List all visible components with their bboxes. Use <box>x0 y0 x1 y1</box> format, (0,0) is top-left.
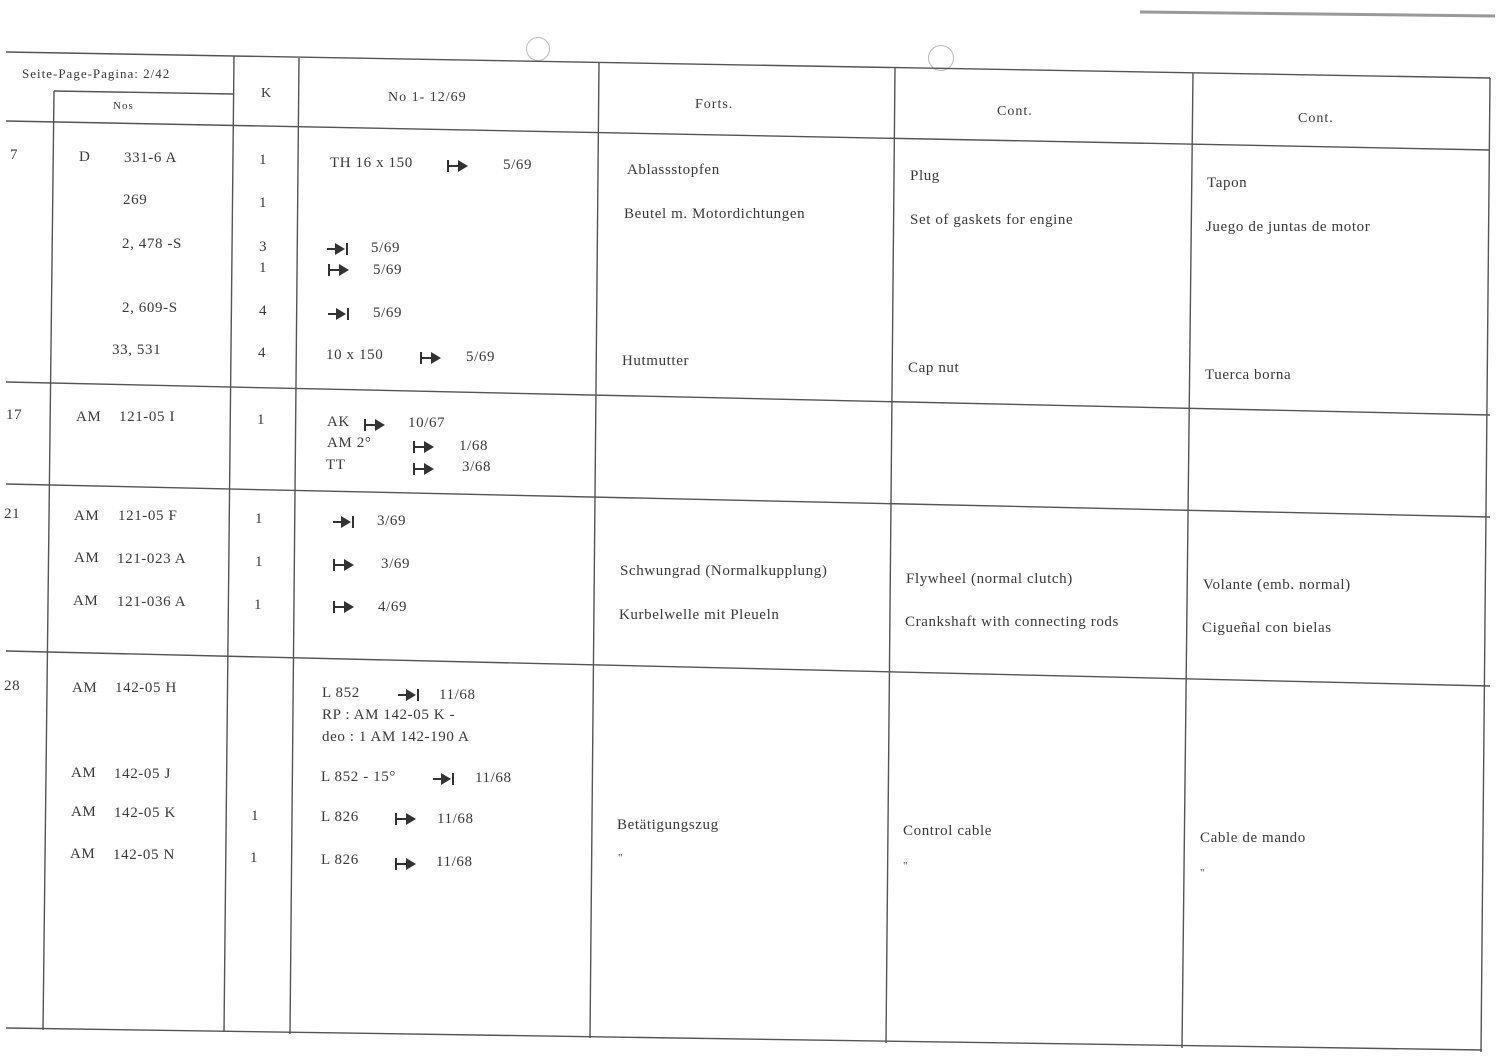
nos-column-header: Nos <box>113 100 134 112</box>
description-german: Schwungrad (Normalkupplung) <box>620 563 828 579</box>
date: 5/69 <box>371 240 401 256</box>
remark: TT <box>326 457 346 473</box>
arrow-to-icon <box>397 688 421 702</box>
part-prefix: AM <box>71 804 97 820</box>
date: 3/68 <box>462 459 492 475</box>
arrow-from-icon <box>412 440 436 454</box>
description-german: Beutel m. Motordichtungen <box>624 206 806 222</box>
remark: L 852 <box>322 685 360 701</box>
arrow-from-icon <box>446 159 470 173</box>
part-number: 2, 478 -S <box>122 236 182 252</box>
part-number: 121-036 A <box>117 594 187 610</box>
remark: 10 x 150 <box>326 347 384 363</box>
date: 5/69 <box>466 349 496 365</box>
ditto-mark-german: " <box>618 852 624 864</box>
description-english: Control cable <box>903 823 993 839</box>
quantity: 1 <box>251 808 260 824</box>
date: 5/69 <box>373 262 403 278</box>
remark: L 826 <box>321 809 359 825</box>
quantity: 1 <box>255 554 264 570</box>
arrow-from-icon <box>394 857 418 871</box>
description-english: Crankshaft with connecting rods <box>905 614 1119 630</box>
description-german: Hutmutter <box>622 353 690 369</box>
part-prefix: D <box>79 149 91 165</box>
part-prefix: AM <box>74 508 100 524</box>
description-spanish: Volante (emb. normal) <box>1203 577 1351 593</box>
description-spanish: Tuerca borna <box>1205 367 1292 383</box>
part-number: 269 <box>123 192 148 208</box>
remark: AM 2° <box>327 435 372 451</box>
part-number: 142-05 K <box>114 805 176 821</box>
arrow-from-icon <box>327 263 351 277</box>
remark: deo : 1 AM 142-190 A <box>322 729 470 745</box>
date: 4/69 <box>378 599 408 615</box>
description-spanish: Cable de mando <box>1200 830 1306 846</box>
quantity: 1 <box>259 195 268 211</box>
description-german: Betätigungszug <box>617 817 719 833</box>
part-prefix: AM <box>70 846 96 862</box>
quantity: 1 <box>259 260 268 276</box>
part-prefix: AM <box>72 680 98 696</box>
part-number: 142-05 J <box>114 766 171 782</box>
arrow-to-icon <box>327 307 351 321</box>
description-english: Cap nut <box>908 360 960 376</box>
arrow-from-icon <box>412 462 436 476</box>
figure-number: 21 <box>4 506 21 522</box>
quantity: 3 <box>259 239 268 255</box>
date: 11/68 <box>437 811 474 827</box>
k-column-header: K <box>261 86 273 101</box>
date: 3/69 <box>377 513 407 529</box>
part-prefix: AM <box>71 765 97 781</box>
arrow-from-icon <box>363 418 387 432</box>
ditto-mark-spanish: " <box>1200 867 1206 879</box>
arrow-from-icon <box>332 558 356 572</box>
remark: L 826 <box>321 852 359 868</box>
quantity: 1 <box>255 511 264 527</box>
remark: RP : AM 142-05 K - <box>322 707 456 723</box>
date: 5/69 <box>503 157 533 173</box>
figure-number: 17 <box>6 407 23 423</box>
description-spanish: Juego de juntas de motor <box>1206 219 1371 235</box>
description-english: Plug <box>910 168 940 184</box>
part-prefix: AM <box>73 593 99 609</box>
remark: AK <box>327 414 350 430</box>
quantity: 4 <box>259 303 268 319</box>
part-number: 2, 609-S <box>122 300 178 316</box>
quantity: 1 <box>250 850 259 866</box>
part-prefix: AM <box>74 550 100 566</box>
arrow-from-icon <box>419 351 443 365</box>
page-number-label: Seite-Page-Pagina: 2/42 <box>22 66 171 81</box>
part-number: 121-05 F <box>118 508 178 524</box>
description-spanish: Tapon <box>1207 175 1248 191</box>
date: 11/68 <box>475 770 512 786</box>
german-column-header: Forts. <box>695 97 734 112</box>
description-german: Ablassstopfen <box>627 162 720 178</box>
arrow-to-icon <box>326 242 350 256</box>
date: 11/68 <box>439 687 476 703</box>
figure-number: 7 <box>10 147 19 163</box>
quantity: 1 <box>257 412 266 428</box>
date: 3/69 <box>381 556 411 572</box>
quantity: 4 <box>258 345 267 361</box>
arrow-from-icon <box>332 600 356 614</box>
english-column-header: Cont. <box>997 104 1033 119</box>
remark: L 852 - 15° <box>321 769 396 785</box>
date: 1/68 <box>459 438 489 454</box>
part-number: 33, 531 <box>112 342 162 358</box>
quantity: 1 <box>259 152 268 168</box>
date: 5/69 <box>373 305 403 321</box>
part-number: 142-05 H <box>115 680 177 696</box>
part-number: 121-05 I <box>119 409 176 425</box>
date: 10/67 <box>408 415 446 431</box>
part-prefix: AM <box>76 409 102 425</box>
description-spanish: Cigueñal con bielas <box>1202 620 1332 636</box>
arrow-from-icon <box>394 812 418 826</box>
part-number: 121-023 A <box>117 551 187 567</box>
no-column-header: No 1- 12/69 <box>388 90 467 105</box>
arrow-to-icon <box>432 772 456 786</box>
spanish-column-header: Cont. <box>1298 111 1334 126</box>
quantity: 1 <box>254 597 263 613</box>
remark: TH 16 x 150 <box>330 155 413 171</box>
part-number: 331-6 A <box>124 150 177 166</box>
part-number: 142-05 N <box>113 847 175 863</box>
description-german: Kurbelwelle mit Pleueln <box>619 607 780 623</box>
description-english: Set of gaskets for engine <box>910 212 1074 228</box>
date: 11/68 <box>436 854 473 870</box>
figure-number: 28 <box>4 678 21 694</box>
arrow-to-icon <box>332 515 356 529</box>
description-english: Flywheel (normal clutch) <box>906 571 1073 587</box>
ditto-mark-english: " <box>903 860 909 872</box>
